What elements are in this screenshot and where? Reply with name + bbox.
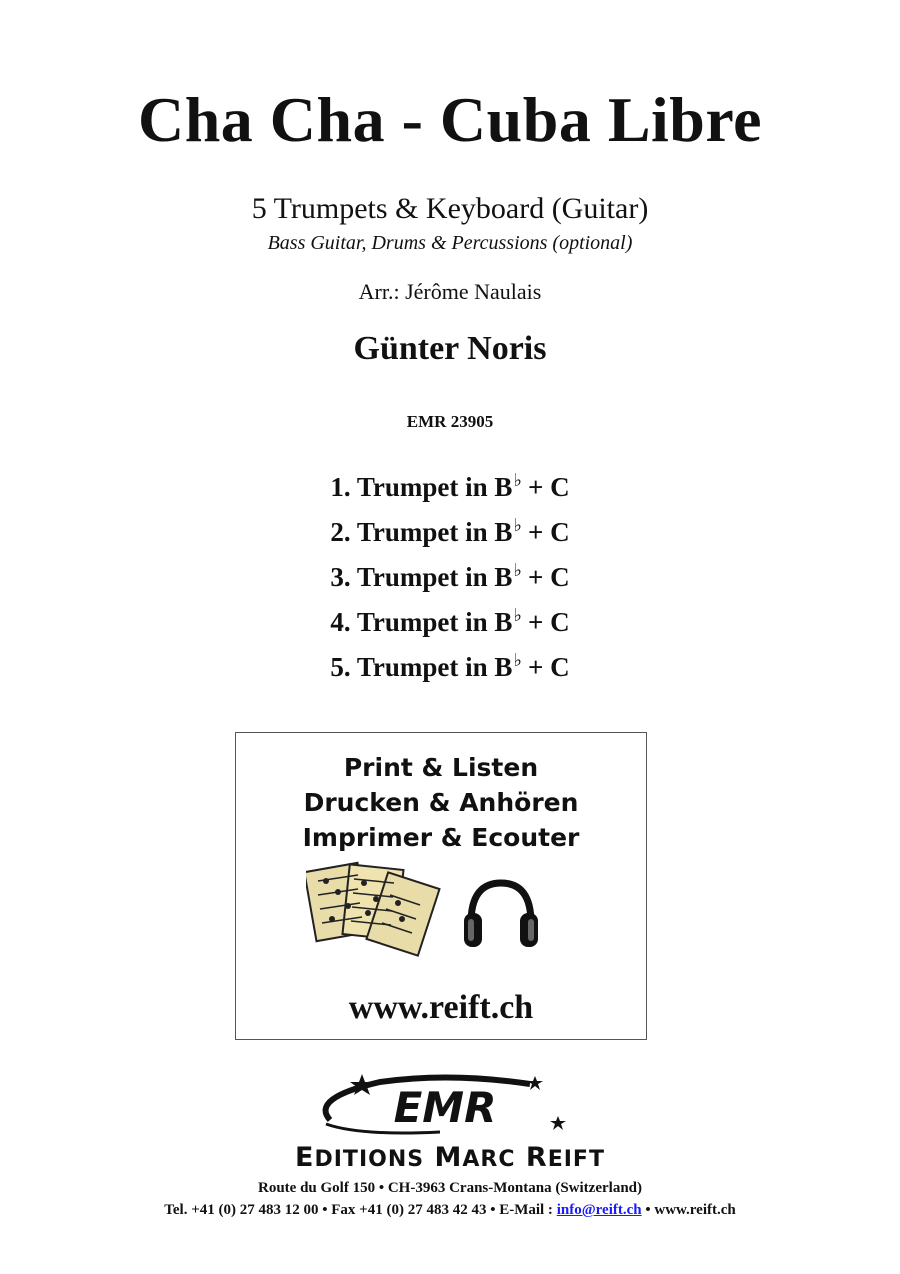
promo-line-de: Drucken & Anhören: [303, 788, 579, 817]
flat-symbol: ♭: [513, 650, 522, 670]
emr-logo: [300, 1070, 580, 1140]
flat-symbol: ♭: [513, 515, 522, 535]
print-listen-box: [235, 732, 647, 1040]
website-text: • www.reift.ch: [645, 1202, 736, 1218]
flat-symbol: ♭: [513, 605, 522, 625]
parts-list: [0, 470, 900, 695]
flat-symbol: ♭: [513, 560, 522, 580]
composer: Günter Noris: [353, 330, 547, 367]
catalog-number: EMR 23905: [406, 412, 494, 431]
flat-symbol: ♭: [513, 470, 522, 490]
score-title: Cha Cha - Cuba Libre: [137, 84, 763, 155]
phone-fax: Tel. +41 (0) 27 483 12 00 • Fax +41 (0) 27 483 42 43 • E-Mail :: [164, 1202, 553, 1218]
part-item: 1. Trumpet in B♭ + C: [330, 470, 570, 502]
arranger: Arr.: Jérôme Naulais: [358, 279, 542, 304]
email-link[interactable]: info@reift.ch: [556, 1202, 642, 1218]
promo-line-en: Print & Listen: [343, 753, 539, 782]
website-url[interactable]: www.reift.ch: [348, 989, 534, 1026]
headphones-icon: [464, 883, 538, 947]
publisher-address: Route du Golf 150 • CH-3963 Crans-Montana (Switzerland): [258, 1180, 642, 1196]
promo-icons: [306, 861, 546, 961]
logo-text: EMR: [393, 1083, 497, 1132]
part-item: 3. Trumpet in B♭ + C: [330, 560, 570, 592]
part-item: 2. Trumpet in B♭ + C: [330, 515, 570, 547]
part-item: 4. Trumpet in B♭ + C: [330, 605, 570, 637]
part-item: 5. Trumpet in B♭ + C: [330, 650, 570, 682]
publisher-contact: [0, 1203, 900, 1218]
sheet-music-icon: [306, 863, 439, 956]
optional-instruments: Bass Guitar, Drums & Percussions (optional): [267, 232, 633, 254]
instrumentation: 5 Trumpets & Keyboard (Guitar): [251, 192, 649, 225]
publisher-name: EDITIONS MARC REIFT: [295, 1142, 605, 1173]
promo-line-fr: Imprimer & Ecouter: [302, 823, 580, 852]
